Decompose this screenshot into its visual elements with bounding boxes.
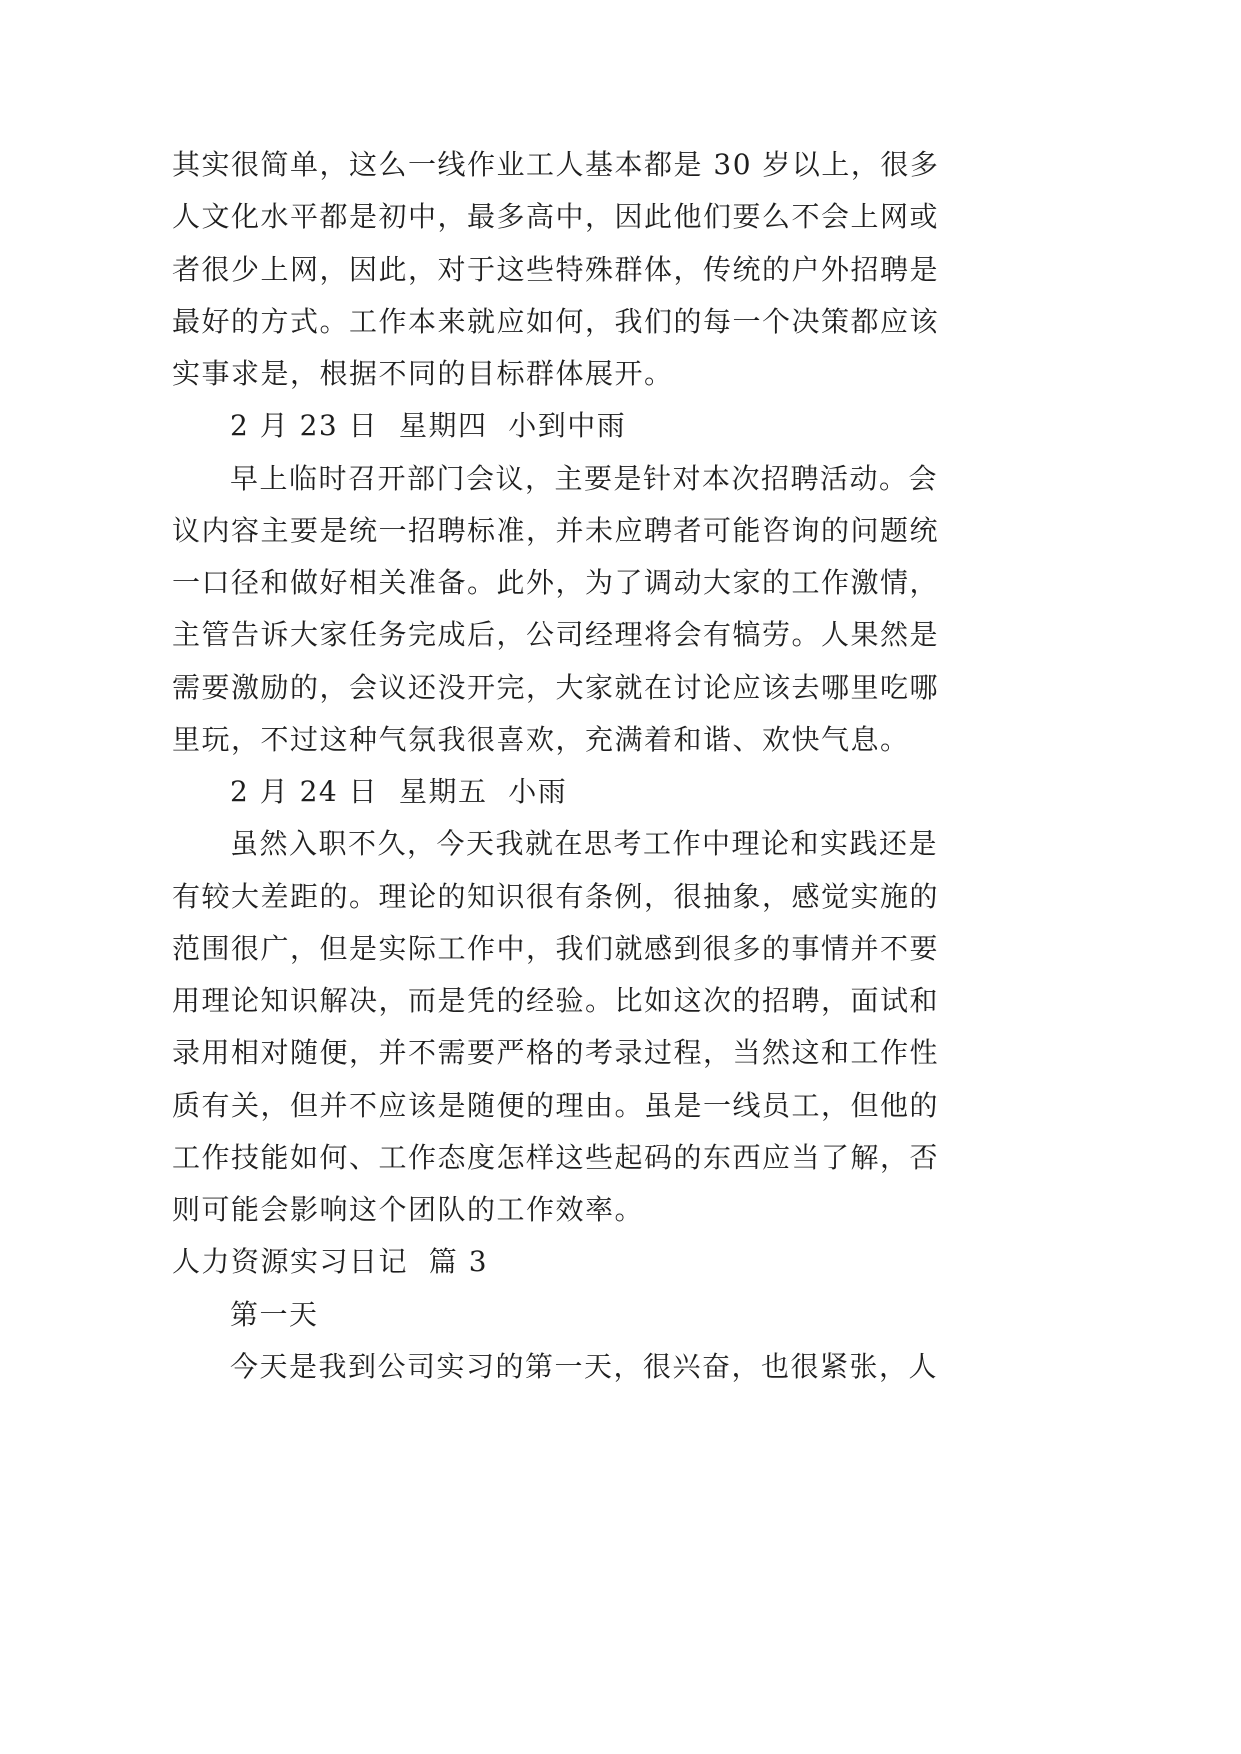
paragraph (172, 1341, 972, 1393)
date-weather-line: 2 月 24 日 星期五 小雨 (230, 775, 568, 808)
text-line: 今天是我到公司实习的第一天，很兴奋，也很紧张，人 (230, 1349, 939, 1383)
document-body (172, 139, 972, 1393)
section-title (172, 1236, 972, 1288)
diary-date-heading (172, 400, 972, 452)
text-line: 早上临时召开部门会议，主要是针对本次招聘活动。会 (230, 461, 939, 495)
day-heading (172, 1289, 972, 1341)
text-line: 人文化水平都是初中，最多高中，因此他们要么不会上网或 (172, 200, 940, 234)
text-line: 一口径和做好相关准备。此外，为了调动大家的工作激情， (172, 566, 940, 599)
day-heading-text: 第一天 (230, 1297, 319, 1331)
text-line: 主管告诉大家任务完成后，公司经理将会有犒劳。人果然是 (172, 618, 940, 652)
text-line: 实事求是，根据不同的目标群体展开。 (172, 357, 674, 390)
text-line: 者很少上网，因此，对于这些特殊群体，传统的户外招聘是 (172, 252, 940, 286)
text-line: 需要激励的，会议还没开完，大家就在讨论应该去哪里吃哪 (172, 670, 940, 704)
text-line: 录用相对随便，并不需要严格的考录过程，当然这和工作性 (172, 1036, 940, 1070)
text-line: 工作技能如何、工作态度怎样这些起码的东西应当了解，否 (172, 1140, 940, 1174)
paragraph (172, 453, 972, 767)
paragraph (172, 818, 972, 1236)
text-line: 其实很简单，这么一线作业工人基本都是 30 岁以上，很多 (172, 148, 940, 181)
text-line: 则可能会影响这个团队的工作效率。 (172, 1193, 645, 1226)
text-line: 虽然入职不久，今天我就在思考工作中理论和实践还是 (230, 827, 939, 861)
text-line: 议内容主要是统一招聘标准，并未应聘者可能咨询的问题统 (172, 513, 940, 547)
text-line: 最好的方式。工作本来就应如何，我们的每一个决策都应该 (172, 304, 940, 338)
text-line: 范围很广，但是实际工作中，我们就感到很多的事情并不要 (172, 931, 940, 965)
text-line: 里玩，不过这种气氛我很喜欢，充满着和谐、欢快气息。 (172, 722, 910, 756)
date-weather-line: 2 月 23 日 星期四 小到中雨 (230, 409, 627, 443)
section-title-text: 人力资源实习日记 篇 3 (172, 1245, 489, 1279)
text-line: 质有关，但并不应该是随便的理由。虽是一线员工，但他的 (172, 1088, 940, 1122)
text-line: 有较大差距的。理论的知识很有条例，很抽象，感觉实施的 (172, 879, 940, 913)
paragraph-continued (172, 139, 972, 400)
diary-date-heading (172, 766, 972, 818)
text-line: 用理论知识解决，而是凭的经验。比如这次的招聘，面试和 (172, 984, 940, 1017)
